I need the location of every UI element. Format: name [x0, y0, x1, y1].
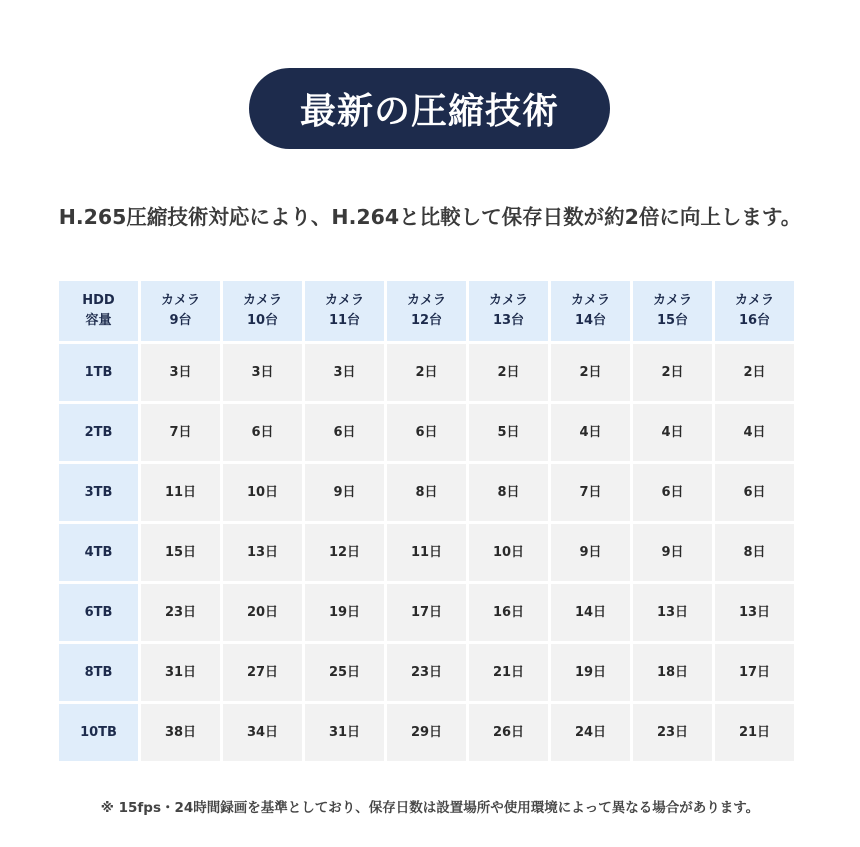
table-cell: 18日 [633, 644, 712, 701]
table-cell: 7日 [141, 404, 220, 461]
table-row [59, 404, 794, 461]
table-row [59, 344, 794, 401]
table-cell: 9日 [305, 464, 384, 521]
table-cell: 14日 [551, 584, 630, 641]
table-cell: 27日 [223, 644, 302, 701]
page-title-text: 最新の圧縮技術 [299, 91, 559, 132]
row-label-8tb: 8TB [59, 644, 138, 701]
table-cell: 7日 [551, 464, 630, 521]
table-cell: 6日 [305, 404, 384, 461]
table-row [59, 704, 794, 761]
table-cell: 34日 [223, 704, 302, 761]
header-line: 14台 [574, 313, 607, 328]
header-line: カメラ [734, 293, 774, 308]
row-label-4tb: 4TB [59, 524, 138, 581]
header-camera-14 [551, 281, 630, 341]
table-cell: 6日 [633, 464, 712, 521]
header-camera-10 [223, 281, 302, 341]
header-line: カメラ [406, 293, 446, 308]
header-line: 10台 [246, 313, 279, 328]
table-cell: 9日 [551, 524, 630, 581]
header-camera-12 [387, 281, 466, 341]
table-cell: 23日 [387, 644, 466, 701]
table-row [59, 644, 794, 701]
table-cell: 31日 [141, 644, 220, 701]
row-label-2tb: 2TB [59, 404, 138, 461]
table-cell: 2日 [469, 344, 548, 401]
table-cell: 26日 [469, 704, 548, 761]
table-cell: 4日 [551, 404, 630, 461]
header-line: HDD [82, 293, 115, 308]
header-line: カメラ [570, 293, 610, 308]
header-line: カメラ [652, 293, 692, 308]
header-camera-9 [141, 281, 220, 341]
header-line: 容量 [85, 313, 112, 328]
table-cell: 8日 [387, 464, 466, 521]
table-cell: 2日 [715, 344, 794, 401]
table-header-row [59, 281, 794, 341]
table-cell: 24日 [551, 704, 630, 761]
table-cell: 21日 [469, 644, 548, 701]
storage-days-table [56, 278, 797, 764]
table-cell: 25日 [305, 644, 384, 701]
table-cell: 6日 [223, 404, 302, 461]
table-cell: 6日 [715, 464, 794, 521]
table-cell: 21日 [715, 704, 794, 761]
header-camera-13 [469, 281, 548, 341]
header-line: カメラ [242, 293, 282, 308]
table-cell: 2日 [551, 344, 630, 401]
header-line: 13台 [492, 313, 525, 328]
footnote: ※ 15fps・24時間録画を基準としており、保存日数は設置場所や使用環境によって異なる場合があります。 [100, 800, 760, 816]
header-line: カメラ [488, 293, 528, 308]
table-cell: 19日 [551, 644, 630, 701]
table-cell: 2日 [633, 344, 712, 401]
table-cell: 8日 [469, 464, 548, 521]
table-cell: 10日 [223, 464, 302, 521]
subtitle: H.265圧縮技術対応により、H.264と比較して保存日数が約2倍に向上します。 [58, 205, 802, 229]
table-cell: 29日 [387, 704, 466, 761]
header-line: 9台 [169, 313, 192, 328]
table-cell: 19日 [305, 584, 384, 641]
table-cell: 23日 [633, 704, 712, 761]
table-cell: 6日 [387, 404, 466, 461]
table-cell: 38日 [141, 704, 220, 761]
table-cell: 13日 [633, 584, 712, 641]
table-row [59, 584, 794, 641]
header-camera-15 [633, 281, 712, 341]
table-cell: 31日 [305, 704, 384, 761]
header-line: 15台 [656, 313, 689, 328]
table-cell: 23日 [141, 584, 220, 641]
table-cell: 2日 [387, 344, 466, 401]
table-cell: 4日 [633, 404, 712, 461]
table-cell: 17日 [387, 584, 466, 641]
table-row [59, 524, 794, 581]
header-line: カメラ [324, 293, 364, 308]
table-cell: 3日 [141, 344, 220, 401]
table-cell: 8日 [715, 524, 794, 581]
row-label-1tb: 1TB [59, 344, 138, 401]
table-cell: 20日 [223, 584, 302, 641]
row-label-6tb: 6TB [59, 584, 138, 641]
header-camera-16 [715, 281, 794, 341]
header-line: 16台 [738, 313, 771, 328]
table-cell: 10日 [469, 524, 548, 581]
table-cell: 15日 [141, 524, 220, 581]
table-cell: 5日 [469, 404, 548, 461]
header-line: 11台 [328, 313, 361, 328]
header-hdd-capacity [59, 281, 138, 341]
table-cell: 3日 [305, 344, 384, 401]
row-label-3tb: 3TB [59, 464, 138, 521]
table-cell: 4日 [715, 404, 794, 461]
page-title [249, 68, 610, 149]
table-cell: 3日 [223, 344, 302, 401]
table-cell: 17日 [715, 644, 794, 701]
header-line: 12台 [410, 313, 443, 328]
table-cell: 11日 [387, 524, 466, 581]
table-cell: 16日 [469, 584, 548, 641]
table-cell: 12日 [305, 524, 384, 581]
row-label-10tb: 10TB [59, 704, 138, 761]
table-cell: 13日 [715, 584, 794, 641]
table-cell: 11日 [141, 464, 220, 521]
header-line: カメラ [160, 293, 200, 308]
table-cell: 13日 [223, 524, 302, 581]
header-camera-11 [305, 281, 384, 341]
table-row [59, 464, 794, 521]
table-cell: 9日 [633, 524, 712, 581]
